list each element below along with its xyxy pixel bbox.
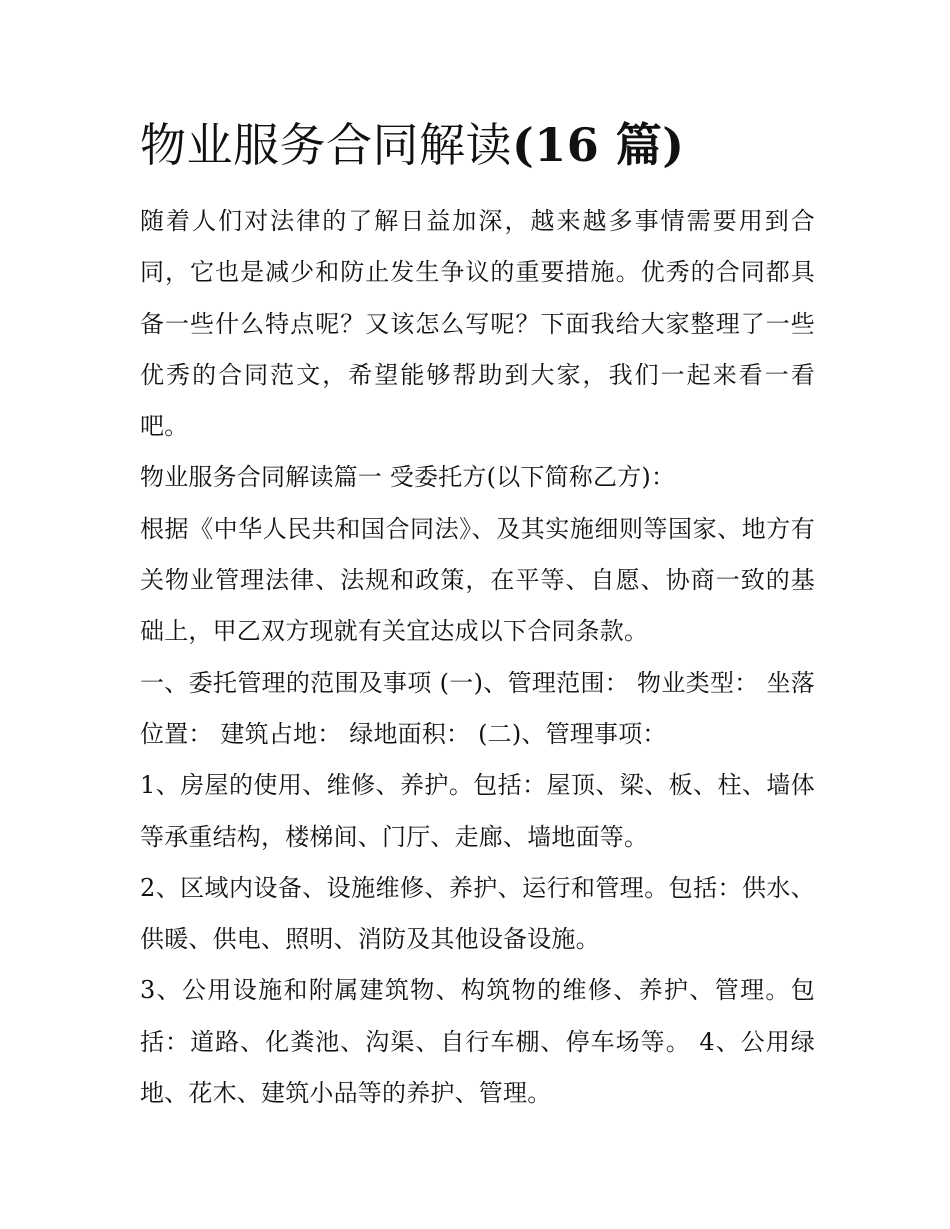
item-2-paragraph: 2、区域内设备、设施维修、养护、运行和管理。包括：供水、供暖、供电、照明、消防及其他设备设施。 [140, 873, 815, 954]
article-one-heading: 物业服务合同解读篇一 受委托方(以下简称乙方)： [140, 463, 676, 492]
item-3-4-paragraph: 3、公用设施和附属建筑物、构筑物的维修、养护、管理。包括：道路、化粪池、沟渠、自行车棚、停车场等。 4、公用绿地、花木、建筑小品等的养护、管理。 [140, 976, 815, 1108]
item-1-paragraph: 1、房屋的使用、维修、养护。包括：屋顶、梁、板、柱、墙体等承重结构，楼梯间、门厅、走廊、墙地面等。 [140, 771, 815, 851]
title-count-text: (16 篇) [512, 118, 685, 172]
document-title [140, 110, 840, 180]
title-main-text: 物业服务合同解读 [140, 118, 512, 172]
legal-basis-paragraph: 根据《中华人民共和国合同法》、及其实施细则等国家、地方有关物业管理法律、法规和政策，在平等、自愿、协商一致的基础上，甲乙双方现就有关宜达成以下合同条款。 [140, 514, 815, 646]
intro-paragraph: 随着人们对法律的了解日益加深，越来越多事情需要用到合同，它也是减少和防止发生争议的重要措施。优秀的合同都具备一些什么特点呢？又该怎么写呢？下面我给大家整理了一些优秀的合同范文，希望能够帮助到大家，我们一起来看一看吧。 [140, 207, 815, 441]
scope-paragraph: 一、委托管理的范围及事项 (一)、管理范围： 物业类型： 坐落位置： 建筑占地： 绿地面积： (二)、管理事项： [140, 668, 815, 748]
document-body [140, 196, 815, 1119]
